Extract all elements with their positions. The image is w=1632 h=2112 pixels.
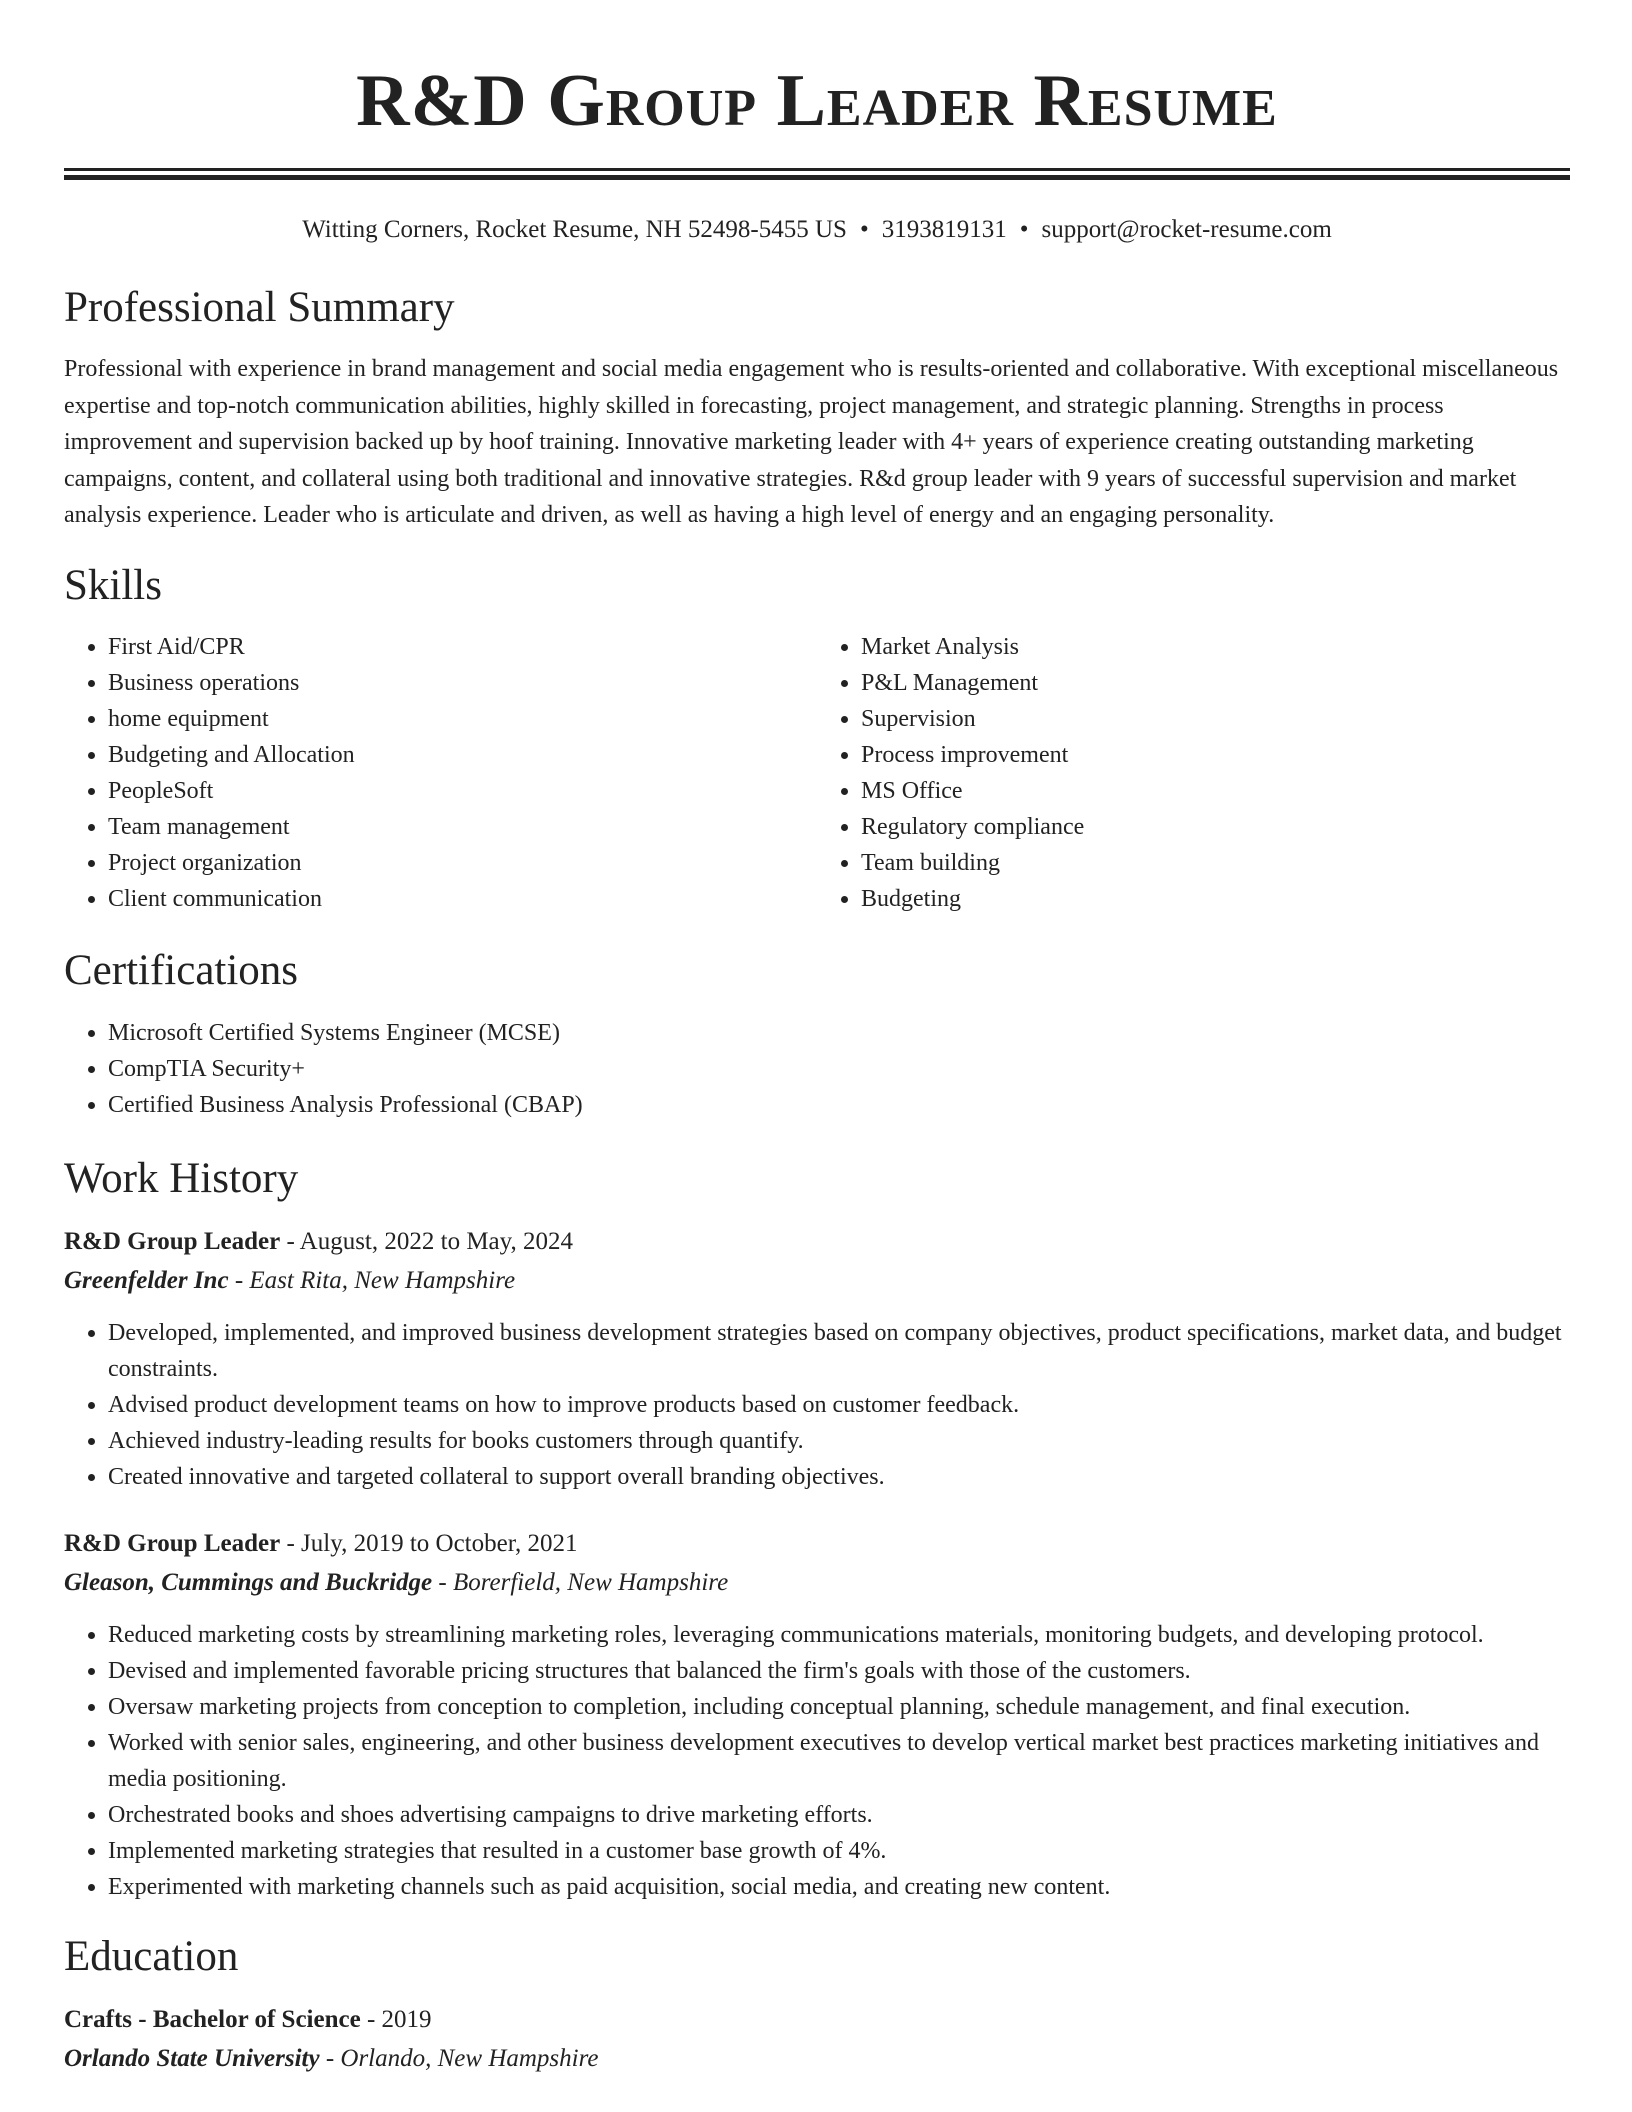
job-bullet: • Developed, implemented, and improved business development strategies based on company objectives, product specifications, market data, and budget constraints.: [108, 1315, 1570, 1387]
skill-item: • Team management: [108, 809, 817, 845]
contact-separator: •: [859, 216, 869, 243]
skills-left-list: [64, 629, 817, 917]
education-year: - 2019: [360, 2005, 432, 2033]
title-divider: [64, 168, 1570, 180]
education-school: Orlando State University: [64, 2044, 320, 2072]
summary-text: Professional with experience in brand management and social media engagement who is results-oriented and collaborative. With exceptional miscellaneous expertise and top-notch communication abilities, highly skilled in forecasting, project management, and strategic planning. Strengths in process improvement and supervision backed up by hoof training. Innovative marketing leader with 4+ years of experience creating outstanding marketing campaigns, content, and collateral using both traditional and innovative strategies. R&d group leader with 9 years of successful supervision and market analysis experience. Leader who is articulate and driven, as well as having a high level of energy and an engaging personality.: [64, 356, 1559, 528]
skill-item: • Team building: [861, 845, 1570, 881]
job-bullet: • Created innovative and targeted collateral to support overall branding objectives.: [108, 1459, 1570, 1495]
contact-address: Witting Corners, Rocket Resume, NH 52498-5455 US: [302, 216, 847, 243]
education-entry: [64, 2001, 1570, 2078]
job-employer: [64, 1261, 1570, 1300]
job-header: [64, 1525, 1570, 1563]
job-header: [64, 1223, 1570, 1261]
job-title: R&D Group Leader: [64, 1529, 281, 1557]
skill-item: • home equipment: [108, 701, 817, 737]
job-bullets: [64, 1315, 1570, 1495]
job-location: - East Rita, New Hampshire: [228, 1266, 516, 1294]
job-bullet: • Orchestrated books and shoes advertising campaigns to drive marketing efforts.: [108, 1797, 1570, 1833]
job-location: - Borerfield, New Hampshire: [432, 1568, 729, 1596]
job-bullets: [64, 1617, 1570, 1905]
job-bullet: • Devised and implemented favorable pricing structures that balanced the firm's goals with those of the customers.: [108, 1653, 1570, 1689]
certifications-list: [64, 1015, 1570, 1123]
education-section: [64, 1931, 1570, 2078]
education-header: [64, 2001, 1570, 2039]
job-company: Gleason, Cummings and Buckridge: [64, 1568, 433, 1596]
education-degree: Crafts - Bachelor of Science: [64, 2005, 361, 2033]
skills-grid: [64, 629, 1570, 917]
skill-item: • PeopleSoft: [108, 773, 817, 809]
work-history-heading: Work History: [64, 1154, 299, 1202]
job-bullet: • Worked with senior sales, engineering, and other business development executives to develop vertical market best practices marketing initiatives and media positioning.: [108, 1725, 1570, 1797]
certifications-section: [64, 945, 1570, 1123]
education-heading: Education: [64, 1932, 239, 1980]
job-bullet: • Experimented with marketing channels such as paid acquisition, social media, and creating new content.: [108, 1869, 1570, 1905]
job-bullet: • Oversaw marketing projects from conception to completion, including conceptual planning, schedule management, and final execution.: [108, 1689, 1570, 1725]
skill-item: • MS Office: [861, 773, 1570, 809]
skills-heading: Skills: [64, 561, 162, 609]
skill-item: • Business operations: [108, 665, 817, 701]
contact-email: support@rocket-resume.com: [1041, 216, 1332, 243]
resume-title: R&D Group Leader Resume: [356, 60, 1278, 142]
job-employer: [64, 1563, 1570, 1602]
job-entry: [64, 1525, 1570, 1905]
job-dates: - August, 2022 to May, 2024: [280, 1227, 574, 1255]
skill-item: • Budgeting: [861, 881, 1570, 917]
job-bullet: • Implemented marketing strategies that resulted in a customer base growth of 4%.: [108, 1833, 1570, 1869]
job-bullet: • Reduced marketing costs by streamlining marketing roles, leveraging communications materials, monitoring budgets, and developing protocol.: [108, 1617, 1570, 1653]
job-dates: - July, 2019 to October, 2021: [280, 1529, 578, 1557]
certifications-heading: Certifications: [64, 946, 299, 994]
job-company: Greenfelder Inc: [64, 1266, 229, 1294]
education-school-line: [64, 2039, 1570, 2078]
skill-item: • Supervision: [861, 701, 1570, 737]
skill-item: • Regulatory compliance: [861, 809, 1570, 845]
skill-item: • Market Analysis: [861, 629, 1570, 665]
summary-section: [64, 282, 1570, 534]
education-location: - Orlando, New Hampshire: [319, 2044, 599, 2072]
summary-heading: Professional Summary: [64, 284, 455, 331]
skill-item: • Client communication: [108, 881, 817, 917]
skill-item: • Process improvement: [861, 737, 1570, 773]
certification-item: • Microsoft Certified Systems Engineer (MCSE): [108, 1015, 1570, 1051]
work-history-section: [64, 1153, 1570, 1905]
skill-item: • First Aid/CPR: [108, 629, 817, 665]
job-bullet: • Advised product development teams on how to improve products based on customer feedback.: [108, 1387, 1570, 1423]
contact-separator: •: [1019, 216, 1029, 243]
job-title: R&D Group Leader: [64, 1227, 281, 1255]
resume-page: [64, 0, 1570, 2078]
skills-section: [64, 560, 1570, 917]
skill-item: • Project organization: [108, 845, 817, 881]
job-bullet: • Achieved industry-leading results for books customers through quantify.: [108, 1423, 1570, 1459]
skill-item: • P&L Management: [861, 665, 1570, 701]
certification-item: • Certified Business Analysis Professional (CBAP): [108, 1087, 1570, 1123]
skill-item: • Budgeting and Allocation: [108, 737, 817, 773]
skills-right-list: [817, 629, 1570, 917]
certification-item: • CompTIA Security+: [108, 1051, 1570, 1087]
contact-phone: 3193819131: [881, 216, 1007, 243]
contact-line: [64, 214, 1570, 246]
job-entry: [64, 1223, 1570, 1495]
